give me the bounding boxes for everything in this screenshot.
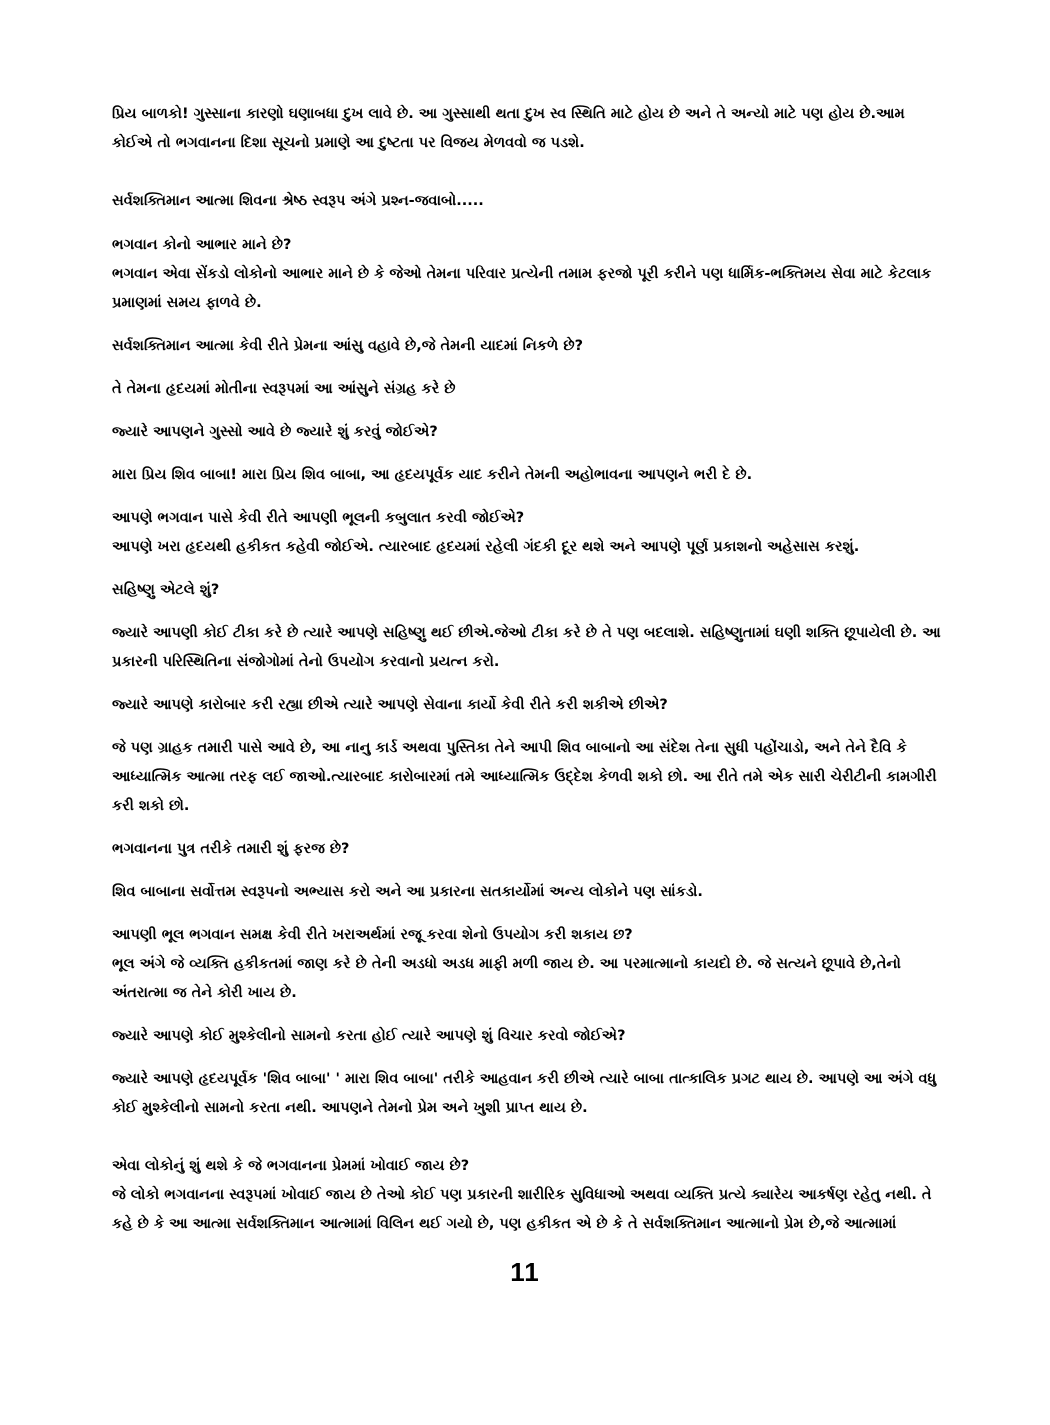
question-8: આપણી ભૂલ ભગવાન સમક્ષ કેવી રીતે ખરાઅર્થમાં રજૂ કરવા શેનો ઉપયોગ કરી શકાય છ? — [112, 927, 633, 943]
question-1: ભગવાન કોનો આભાર માને છે? — [112, 237, 292, 253]
page-body — [112, 100, 942, 1239]
answer-3: મારા પ્રિય શિવ બાબા! મારા પ્રિય શિવ બાબા, આ હૃદયપૂર્વક યાદ કરીને તેમની અહોભાવના આપણને ભરી દે છે. — [112, 467, 753, 483]
answer-5: જ્યારે આપણી કોઈ ટીકા કરે છે ત્યારે આપણે સહિષ્ણુ થઈ છીએ.જેઓ ટીકા કરે છે તે પણ બદલાશે. સહિષ્ણુતામાં ઘણી શક્તિ છૂપાયેલી છે. આ પ્રકારની પરિસ્થિતિના સંજોગોમાં તેનો ઉપયોગ કરવાનો પ્રયત્ન કરો. — [112, 625, 941, 670]
answer-7: શિવ બાબાના સર્વોત્તમ સ્વરૂપનો અભ્યાસ કરો અને આ પ્રકારના સતકાર્યોમાં અન્ય લોકોને પણ સાંકડો. — [112, 884, 703, 900]
answer-10: જે લોકો ભગવાનના સ્વરૂપમાં ખોવાઈ જાય છે તેઓ કોઈ પણ પ્રકારની શારીરિક સુવિધાઓ અથવા વ્યક્તિ પ્રત્યે ક્યારેય આકર્ષણ રહેતુ નથી. તે કહે છે કે આ આત્મા સર્વશક્તિમાન આત્મામાં વિલિન થઈ ગયો છે, પણ હકીકત એ છે કે તે સર્વશક્તિમાન આત્માનો પ્રેમ છે,જે આત્મામાં — [112, 1187, 932, 1232]
answer-1: ભગવાન એવા સેંકડો લોકોનો આભાર માને છે કે જેઓ તેમના પરિવાર પ્રત્યેની તમામ ફરજો પૂરી કરીને પણ ધાર્મિક-ભક્તિમય સેવા માટે કેટલાક પ્રમાણમાં સમય ફાળવે છે. — [112, 266, 932, 311]
answer-8: ભૂલ અંગે જે વ્યક્તિ હકીકતમાં જાણ કરે છે તેની અડધો અડધ માફી મળી જાય છે. આ પરમાત્માનો કાયદો છે. જે સત્યને છૂપાવે છે,તેનો અંતરાત્મા જ તેને કોરી ખાય છે. — [112, 956, 901, 1001]
question-4: આપણે ભગવાન પાસે કેવી રીતે આપણી ભૂલની કબુલાત કરવી જોઈએ? — [112, 510, 525, 526]
question-10: એવા લોકોનું શું થશે કે જે ભગવાનના પ્રેમમાં ખોવાઈ જાય છે? — [112, 1158, 470, 1174]
question-7: ભગવાનના પુત્ર તરીકે તમારી શું ફરજ છે? — [112, 841, 350, 857]
question-6: જ્યારે આપણે કારોબાર કરી રહ્યા છીએ ત્યારે આપણે સેવાના કાર્યો કેવી રીતે કરી શકીએ છીએ? — [112, 697, 668, 713]
answer-6: જે પણ ગ્રાહક તમારી પાસે આવે છે, આ નાનુ કાર્ડ અથવા પુસ્તિકા તેને આપી શિવ બાબાનો આ સંદેશ તેના સુધી પહોંચાડો, અને તેને દૈવિ કે આધ્યાત્મિક આત્મા તરફ લઈ જાઓ.ત્યારબાદ કારોબારમાં તમે આધ્યાત્મિક ઉદ્દેશ કેળવી શકો છો. આ રીતે તમે એક સારી ચેરીટીની કામગીરી કરી શકો છો. — [112, 740, 937, 814]
question-5: સહિષ્ણુ એટલે શું? — [112, 582, 220, 598]
question-2: સર્વશક્તિમાન આત્મા કેવી રીતે પ્રેમના આંસુ વહાવે છે,જે તેમની યાદમાં નિકળે છે? — [112, 338, 583, 354]
question-3: જ્યારે આપણને ગુસ્સો આવે છે જ્યારે શું કરવું જોઈએ? — [112, 424, 438, 440]
answer-9: જ્યારે આપણે હૃદયપૂર્વક 'શિવ બાબા' ' મારા શિવ બાબા' તરીકે આહવાન કરી છીએ ત્યારે બાબા તાત્કાલિક પ્રગટ થાય છે. આપણે આ અંગે વધુ કોઈ મુશ્કેલીનો સામનો કરતા નથી. આપણને તેમનો પ્રેમ અને ખુશી પ્રાપ્ત થાય છે. — [112, 1071, 937, 1116]
question-9: જ્યારે આપણે કોઈ મુશ્કેલીનો સામનો કરતા હોઈ ત્યારે આપણે શું વિચાર કરવો જોઈએ? — [112, 1028, 626, 1044]
answer-4: આપણે ખરા હૃદયથી હકીકત કહેવી જોઈએ. ત્યારબાદ હૃદયમાં રહેલી ગંદકી દૂર થશે અને આપણે પૂર્ણ પ્રકાશનો અહેસાસ કરશું. — [112, 539, 860, 555]
page-number: 11 — [510, 1257, 540, 1287]
intro-paragraph: પ્રિય બાળકો! ગુસ્સાના કારણો ઘણાબધા દુખ લાવે છે. આ ગુસ્સાથી થતા દુખ સ્વ સ્થિતિ માટે હોય છે અને તે અન્યો માટે પણ હોય છે.આમ કોઈએ તો ભગવાનના દિશા સૂચનો પ્રમાણે આ દુષ્ટતા પર વિજય મેળવવો જ પડશે. — [112, 106, 905, 151]
section-heading: સર્વશક્તિમાન આત્મા શિવના શ્રેષ્ઠ સ્વરૂપ અંગે પ્રશ્ન-જવાબો..... — [112, 193, 484, 209]
answer-2: તે તેમના હૃદયમાં મોતીના સ્વરૂપમાં આ આંસુને સંગ્રહ કરે છે — [112, 381, 456, 397]
